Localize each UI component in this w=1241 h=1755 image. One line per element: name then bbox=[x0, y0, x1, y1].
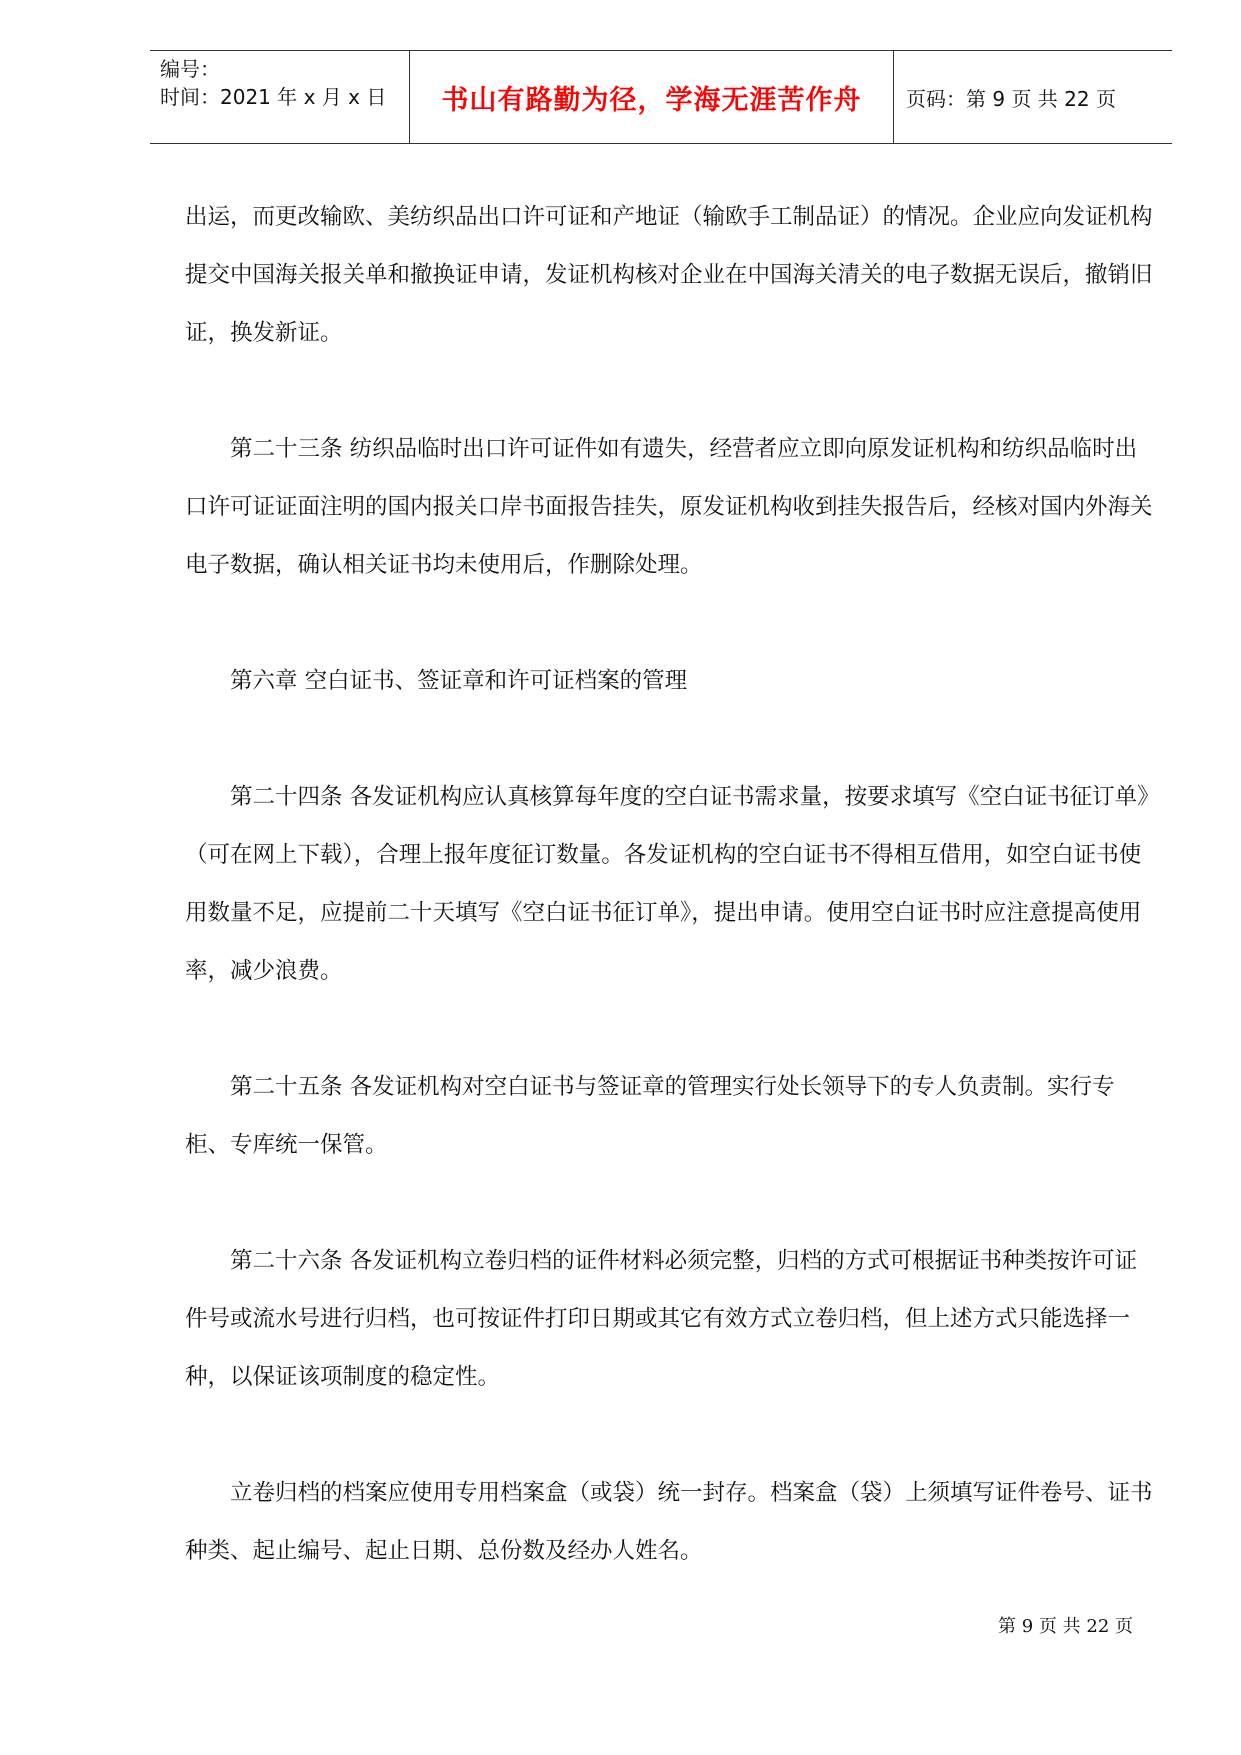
paragraph-continuation: 出运，而更改输欧、美纺织品出口许可证和产地证（输欧手工制品证）的情况。企业应向发证机构提交中国海关报关单和撤换证申请，发证机构核对企业在中国海关清关的电子数据无误后，撤销旧证，换发新证。 bbox=[185, 204, 1153, 346]
page-header bbox=[150, 50, 1172, 144]
article-24: 第二十四条 各发证机构应认真核算每年度的空白证书需求量，按要求填写《空白证书征订单》（可在网上下载），合理上报年度征订数量。各发证机构的空白证书不得相互借用，如空白证书使用数量不足，应提前二十天填写《空白证书征订单》，提出申请。使用空白证书时应注意提高使用率，减少浪费。 bbox=[185, 784, 1149, 984]
paragraph-spacer bbox=[185, 594, 1153, 652]
chapter-6-heading: 第六章 空白证书、签证章和许可证档案的管理 bbox=[230, 668, 688, 694]
article-26: 第二十六条 各发证机构立卷归档的证件材料必须完整，归档的方式可根据证书种类按许可证件号或流水号进行归档，也可按证件打印日期或其它有效方式立卷归档，但上述方式只能选择一种，以保证该项制度的稳定性。 bbox=[185, 1248, 1138, 1390]
header-slogan: 书山有路勤为径，学海无涯苦作舟 bbox=[441, 84, 862, 116]
header-meta bbox=[150, 51, 410, 143]
document-body bbox=[185, 188, 1153, 1580]
paragraph-spacer bbox=[185, 362, 1153, 420]
header-page-number: 页码：第 9 页 共 22 页 bbox=[906, 86, 1116, 111]
article-25: 第二十五条 各发证机构对空白证书与签证章的管理实行处长领导下的专人负责制。实行专柜、专库统一保管。 bbox=[185, 1074, 1115, 1158]
archive-paragraph: 立卷归档的档案应使用专用档案盒（或袋）统一封存。档案盒（袋）上须填写证件卷号、证书种类、起止编号、起止日期、总份数及经办人姓名。 bbox=[185, 1480, 1153, 1564]
paragraph-spacer bbox=[185, 1174, 1153, 1232]
article-23: 第二十三条 纺织品临时出口许可证件如有遗失，经营者应立即向原发证机构和纺织品临时出口许可证证面注明的国内报关口岸书面报告挂失，原发证机构收到挂失报告后，经核对国内外海关电子数据，确认相关证书均未使用后，作删除处理。 bbox=[185, 436, 1153, 578]
date-label: 时间：2021 年 x 月 x 日 bbox=[160, 85, 387, 109]
paragraph-spacer bbox=[185, 1000, 1153, 1058]
page-footer: 第 9 页 共 22 页 bbox=[998, 1616, 1133, 1637]
header-page-info-cell bbox=[894, 51, 1172, 143]
header-slogan-cell bbox=[410, 51, 894, 143]
serial-number-label: 编号： bbox=[160, 57, 220, 81]
paragraph-spacer bbox=[185, 1406, 1153, 1464]
paragraph-spacer bbox=[185, 710, 1153, 768]
